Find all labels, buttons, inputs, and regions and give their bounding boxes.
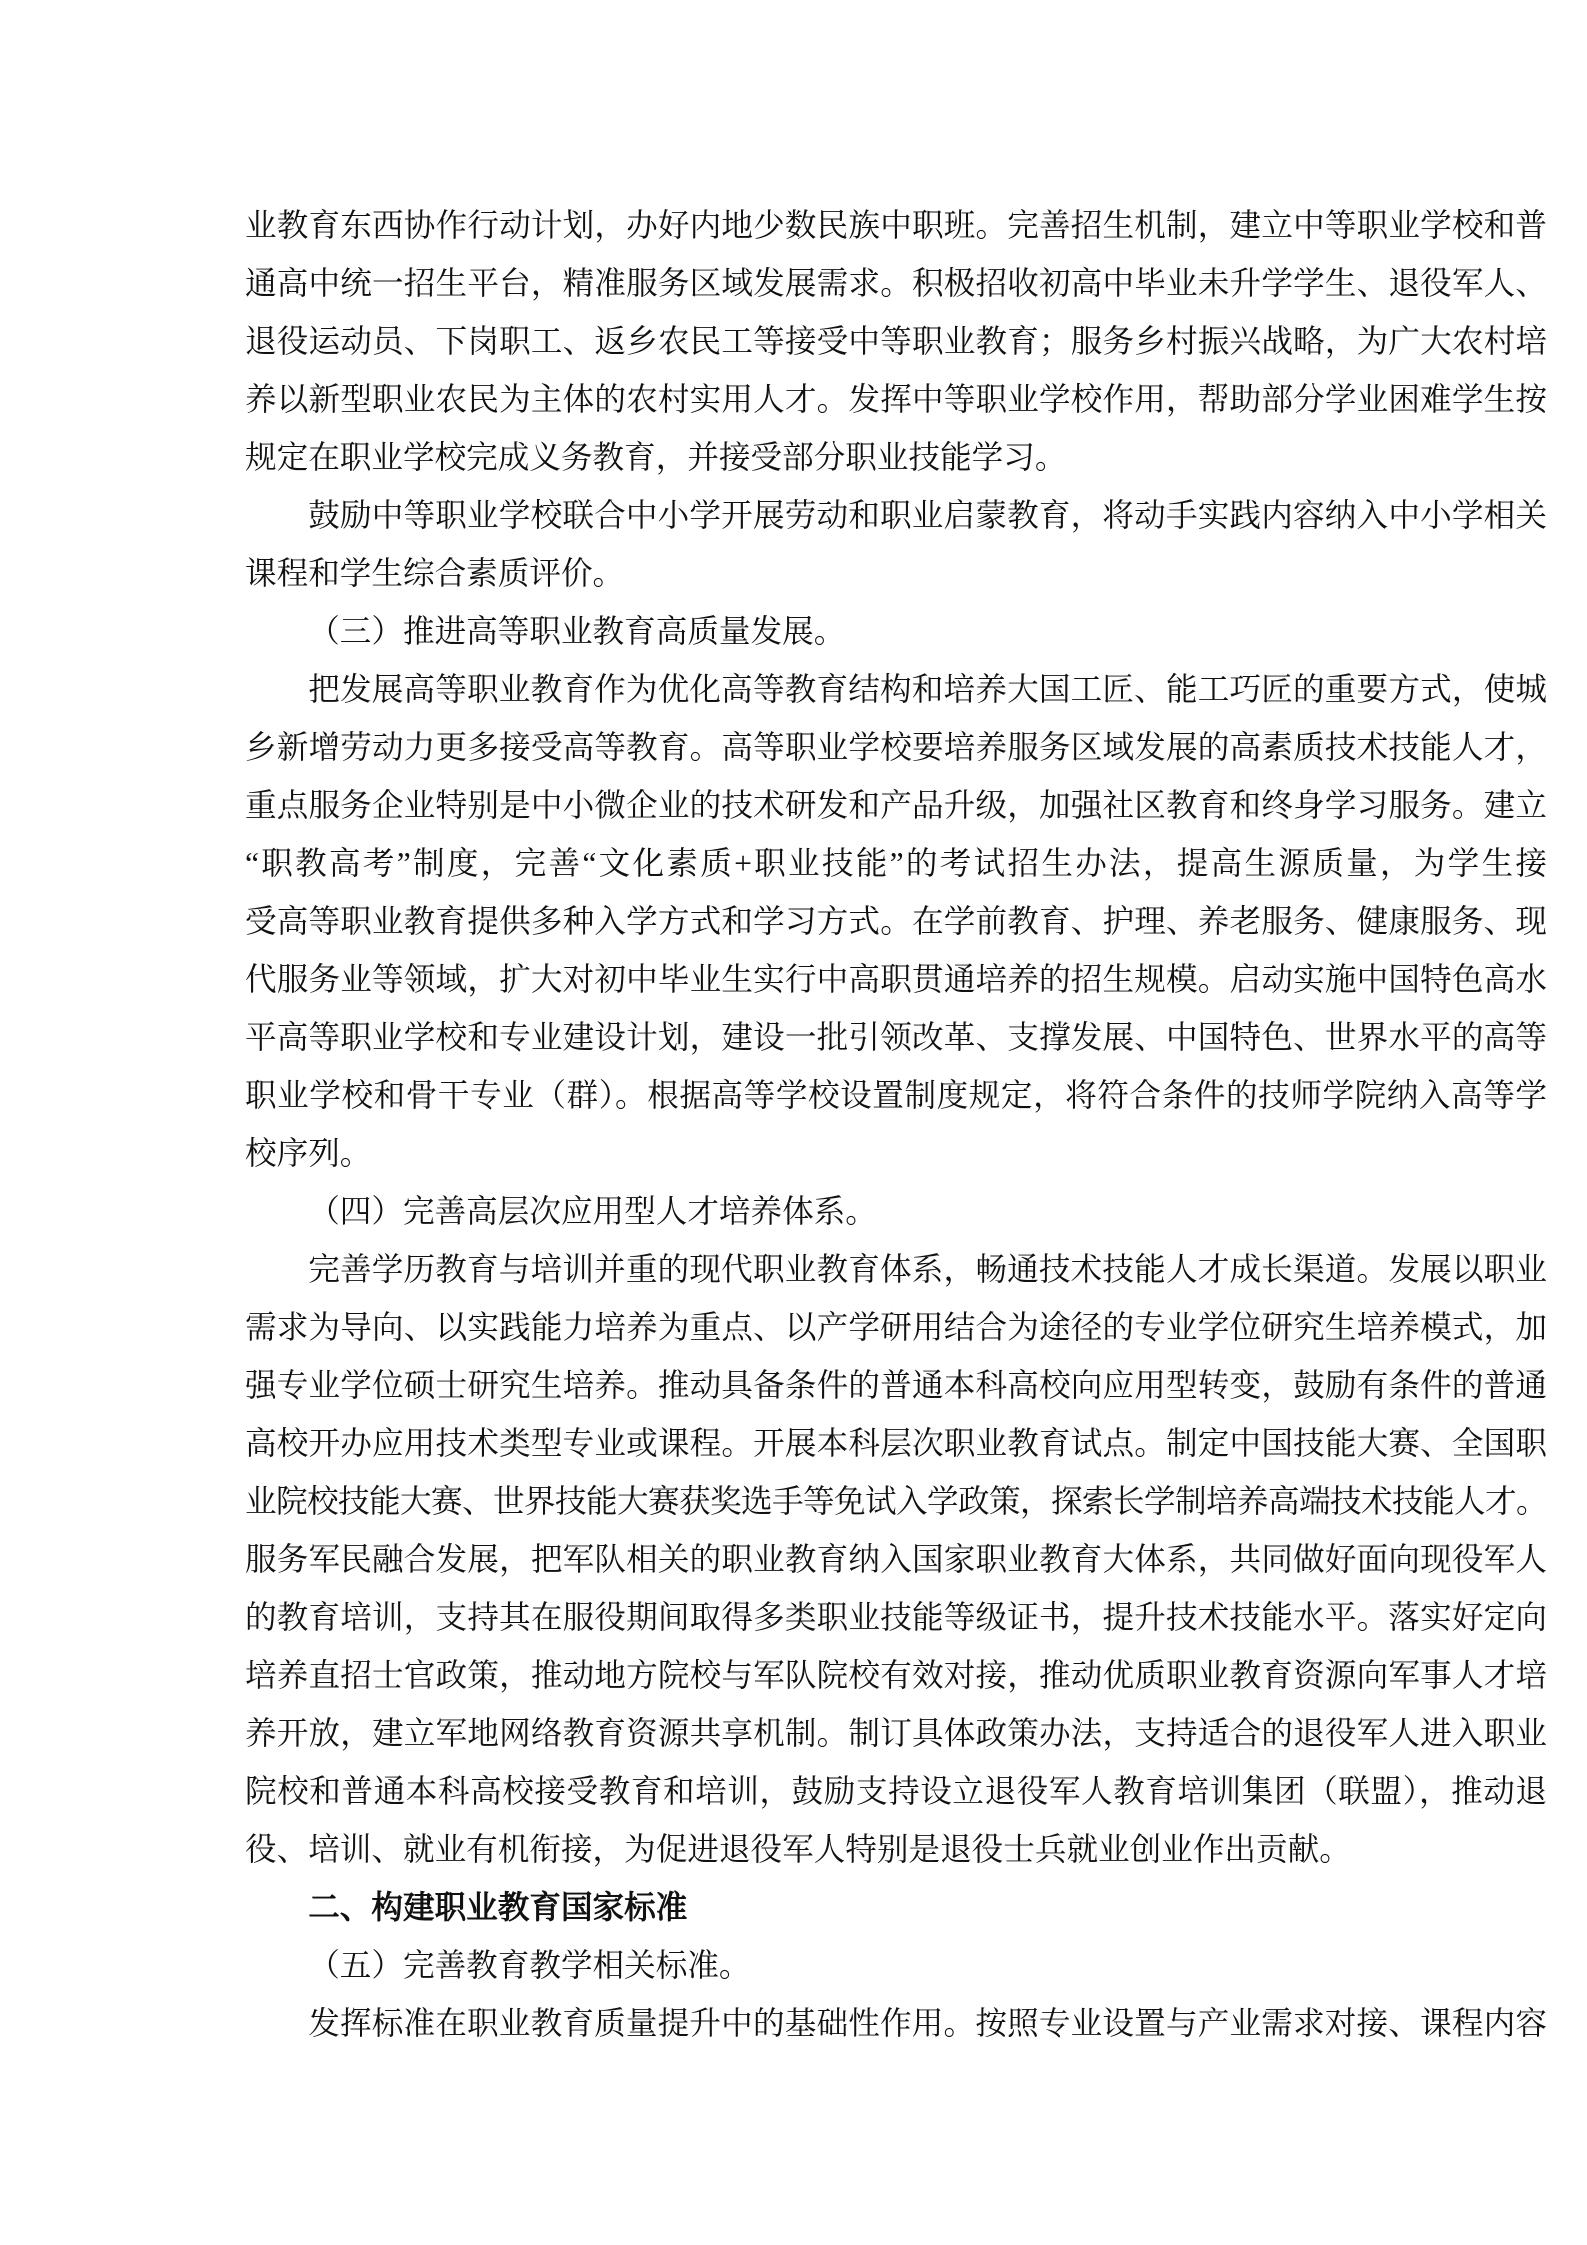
subheading: （三）推进高等职业教育高质量发展。 <box>308 614 846 650</box>
text-line: 职业学校和骨干专业（群）。根据高等学校设置制度规定，将符合条件的技师学院纳入高等学 <box>245 1078 1547 1113</box>
text-line: 发挥标准在职业教育质量提升中的基础性作用。按照专业设置与产业需求对接、课程内容 <box>308 2006 1547 2041</box>
text-line: 重点服务企业特别是中小微企业的技术研发和产品升级，加强社区教育和终身学习服务。建立 <box>245 788 1547 823</box>
paragraph <box>245 197 1547 487</box>
text-line: 院校和普通本科高校接受教育和培训，鼓励支持设立退役军人教育培训集团（联盟），推动退 <box>245 1774 1547 1809</box>
text-line: 代服务业等领域，扩大对初中毕业生实行中高职贯通培养的招生规模。启动实施中国特色高水 <box>245 962 1547 997</box>
paragraph <box>245 1995 1547 2053</box>
text-line: “职教高考”制度，完善“文化素质+职业技能”的考试招生办法，提高生源质量，为学生接 <box>245 846 1547 881</box>
section-title: 二、构建职业教育国家标准 <box>308 1890 688 1925</box>
document-body <box>245 197 1547 2053</box>
text-line: 把发展高等职业教育作为优化高等教育结构和培养大国工匠、能工巧匠的重要方式，使城 <box>308 672 1547 707</box>
text-line: 完善学历教育与培训并重的现代职业教育体系，畅通技术技能人才成长渠道。发展以职业 <box>308 1252 1547 1287</box>
text-line: 服务军民融合发展，把军队相关的职业教育纳入国家职业教育大体系，共同做好面向现役军人 <box>245 1542 1547 1577</box>
subheading: （五）完善教育教学相关标准。 <box>308 1948 751 1984</box>
text-line: 的教育培训，支持其在服役期间取得多类职业技能等级证书，提升技术技能水平。落实好定向 <box>245 1600 1547 1635</box>
text-line: 需求为导向、以实践能力培养为重点、以产学研用结合为途径的专业学位研究生培养模式，加 <box>245 1310 1547 1345</box>
paragraph <box>245 487 1547 603</box>
text-line: 校序列。 <box>245 1136 372 1171</box>
text-line: 培养直招士官政策，推动地方院校与军队院校有效对接，推动优质职业教育资源向军事人才培 <box>245 1658 1547 1693</box>
subheading: （四）完善高层次应用型人才培养体系。 <box>308 1194 877 1230</box>
text-line: 退役运动员、下岗职工、返乡农民工等接受中等职业教育；服务乡村振兴战略，为广大农村培 <box>245 324 1547 359</box>
text-line: 养以新型职业农民为主体的农村实用人才。发挥中等职业学校作用，帮助部分学业困难学生按 <box>245 382 1547 417</box>
text-line: 受高等职业教育提供多种入学方式和学习方式。在学前教育、护理、养老服务、健康服务、现 <box>245 904 1547 939</box>
text-line: 平高等职业学校和专业建设计划，建设一批引领改革、支撑发展、中国特色、世界水平的高等 <box>245 1020 1547 1055</box>
text-line: 规定在职业学校完成义务教育，并接受部分职业技能学习。 <box>245 440 1067 475</box>
text-line: 高校开办应用技术类型专业或课程。开展本科层次职业教育试点。制定中国技能大赛、全国职 <box>245 1426 1547 1461</box>
text-line: 强专业学位硕士研究生培养。推动具备条件的普通本科高校向应用型转变，鼓励有条件的普通 <box>245 1368 1547 1403</box>
text-line: 通高中统一招生平台，精准服务区域发展需求。积极招收初高中毕业未升学学生、退役军人、 <box>245 266 1547 301</box>
text-line: 乡新增劳动力更多接受高等教育。高等职业学校要培养服务区域发展的高素质技术技能人才， <box>245 730 1547 765</box>
text-line: 业院校技能大赛、世界技能大赛获奖选手等免试入学政策，探索长学制培养高端技术技能人才。 <box>245 1484 1547 1519</box>
text-line: 养开放，建立军地网络教育资源共享机制。制订具体政策办法，支持适合的退役军人进入职业 <box>245 1716 1547 1751</box>
paragraph <box>245 661 1547 1183</box>
paragraph <box>245 1241 1547 1879</box>
text-line: 课程和学生综合素质评价。 <box>245 556 625 591</box>
text-line: 役、培训、就业有机衔接，为促进退役军人特别是退役士兵就业创业作出贡献。 <box>245 1832 1351 1867</box>
text-line: 业教育东西协作行动计划，办好内地少数民族中职班。完善招生机制，建立中等职业学校和普 <box>245 208 1547 243</box>
text-line: 鼓励中等职业学校联合中小学开展劳动和职业启蒙教育，将动手实践内容纳入中小学相关 <box>308 498 1547 533</box>
